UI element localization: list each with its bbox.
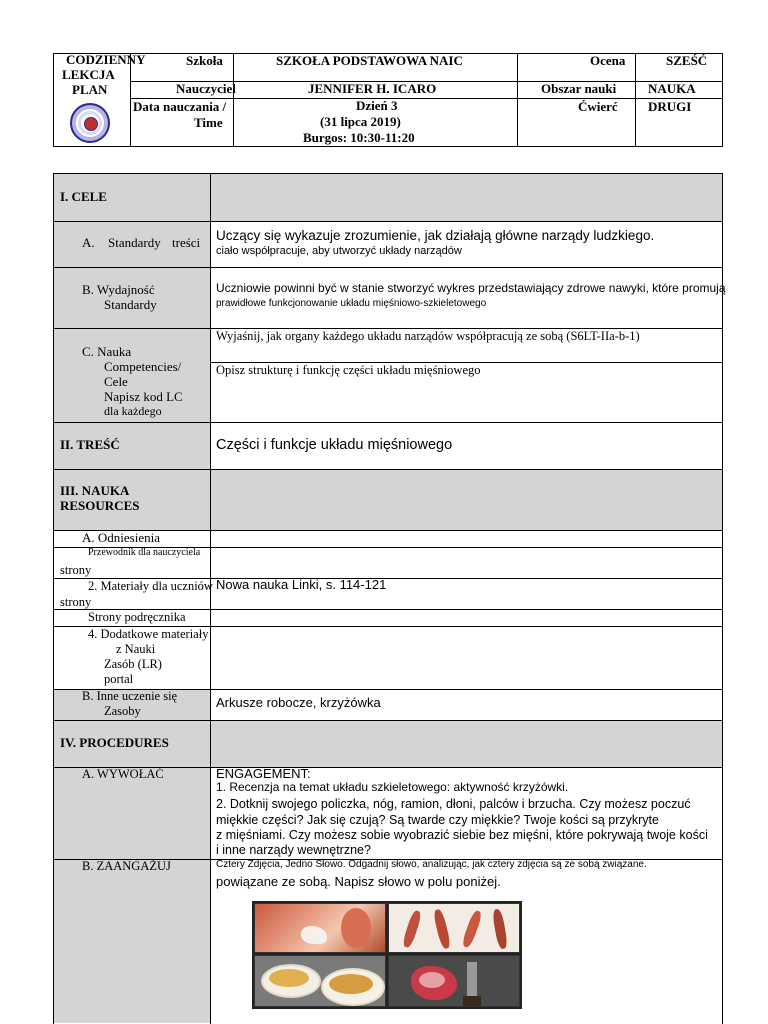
competency-item-1: Wyjaśnij, jak organy każdego układu narządów współpracują ze sobą (S6LT-IIa-b-1) [216,329,640,343]
competencies-label-4: Napisz kod LC [104,389,183,404]
elicit-line-5: z mięśniami. Czy możesz sobie wyobrazić siebie bez mięśni, które pokrywają twoje kości [216,828,708,842]
performance-standards-text-1: Uczniowie powinni być w stanie stworzyć wykres przedstawiający zdrowe nawyki, które promują [216,281,726,295]
grade-label: Ocena [590,53,626,68]
elicit-line-4: miękkie części? Jak się czują? Są twarde czy miękkie? Twoje kości są przykryte [216,813,659,827]
performance-standards-label-2: Standardy [104,297,157,312]
performance-standards-label-1: B. Wydajność [82,282,155,297]
resources-heading-2: RESOURCES [60,498,140,513]
procedures-heading: IV. PROCEDURES [60,735,169,750]
quarter-label: Ćwierć [578,99,618,114]
date-label-line-2: Time [194,115,223,130]
elicit-line-3: 2. Dotknij swojego policzka, nóg, ramion, dłoni, palców i brzucha. Czy możesz poczuć [216,797,691,811]
textbook-pages-label: Strony podręcznika [88,610,186,624]
additional-materials-3: Zasób (LR) [104,657,162,671]
date-value-line-2: (31 lipca 2019) [320,114,401,129]
four-pictures-grid [252,901,522,1009]
additional-materials-4: portal [104,672,134,686]
content-standards-letter: A. [82,235,95,250]
daily-lesson-plan-line-3: PLAN [72,82,108,97]
competencies-label-5: dla każdego [104,404,162,418]
additional-materials-1: 4. Dodatkowe materiały [88,627,209,641]
engage-line-2: powiązane ze sobą. Napisz słowo w polu poniżej. [216,874,501,889]
daily-lesson-plan-line-1: CODZIENNY [66,52,146,67]
date-label-line-1: Data nauczania / [133,99,227,114]
engage-line-1: Cztery Zdjęcia, Jedno Słowo. Odgadnij słowo, analizując, jak cztery zdjęcia są ze sobą związane. [216,859,647,870]
other-resources-label-1: B. Inne uczenie się [82,689,178,703]
other-resources-value: Arkusze robocze, krzyżówka [216,695,381,710]
arm-muscle-photo [254,903,386,953]
teachers-guide-label-1: Przewodnik dla nauczyciela [88,547,201,558]
content-standards-label-2: treści [172,235,201,250]
competency-item-2: Opisz strukturę i funkcję części układu mięśniowego [216,363,481,377]
content-standards-text-1: Uczący się wykazuje zrozumienie, jak działają główne narządy ludzkiego. [216,228,655,243]
date-value-line-1: Dzień 3 [356,98,398,113]
grade-value: SZEŚĆ [666,53,708,68]
competencies-label-3: Cele [104,374,128,389]
content-text: Części i funkcje układu mięśniowego [216,437,453,453]
elicit-label: A. WYWOŁAĆ [82,767,164,781]
competencies-label-1: C. Nauka [82,344,132,359]
learners-materials-label-2: strony [60,595,92,609]
date-value-line-3: Burgos: 10:30-11:20 [303,130,415,145]
content-standards-label-1: Standardy [108,235,161,250]
teacher-label: Nauczyciel [176,81,236,96]
teachers-guide-label-2: strony [60,563,92,577]
additional-materials-2: z Nauki [116,642,156,656]
area-value: NAUKA [648,81,696,96]
content-heading: II. TREŚĆ [60,437,120,452]
raw-meat-photo [388,955,520,1007]
area-label: Obszar nauki [541,81,617,96]
school-label: Szkoła [186,53,223,68]
elicit-line-2: 1. Recenzja na temat układu szkieletowego: aktywność krzyżówki. [216,780,569,794]
references-label: A. Odniesienia [82,530,160,545]
elicit-line-6: i inne narządy wewnętrzne? [216,843,371,857]
content-standards-text-2: ciało współpracuje, aby utworzyć układy narządów [216,245,462,257]
performance-standards-text-2: prawidłowe funkcjonowanie układu mięśniowo-szkieletowego [216,298,487,309]
school-seal-icon [70,103,110,143]
competencies-label-2: Competencies/ [104,359,182,374]
school-value: SZKOŁA PODSTAWOWA NAIC [276,53,463,68]
soup-bowls-photo [254,955,386,1007]
learners-materials-value: Nowa nauka Linki, s. 114-121 [216,577,387,592]
other-resources-label-2: Zasoby [104,704,141,718]
runners-anatomy-photo [388,903,520,953]
resources-heading-1: III. NAUKA [60,483,130,498]
learners-materials-label-1: 2. Materiały dla uczniów [88,579,213,593]
elicit-line-1: ENGAGEMENT: [216,766,311,781]
daily-lesson-plan-line-2: LEKCJA [62,67,115,82]
objectives-heading: I. CELE [60,189,107,204]
engage-label: B. ZAANGAŻUJ [82,859,171,873]
quarter-value: DRUGI [648,99,692,114]
teacher-value: JENNIFER H. ICARO [308,81,437,96]
